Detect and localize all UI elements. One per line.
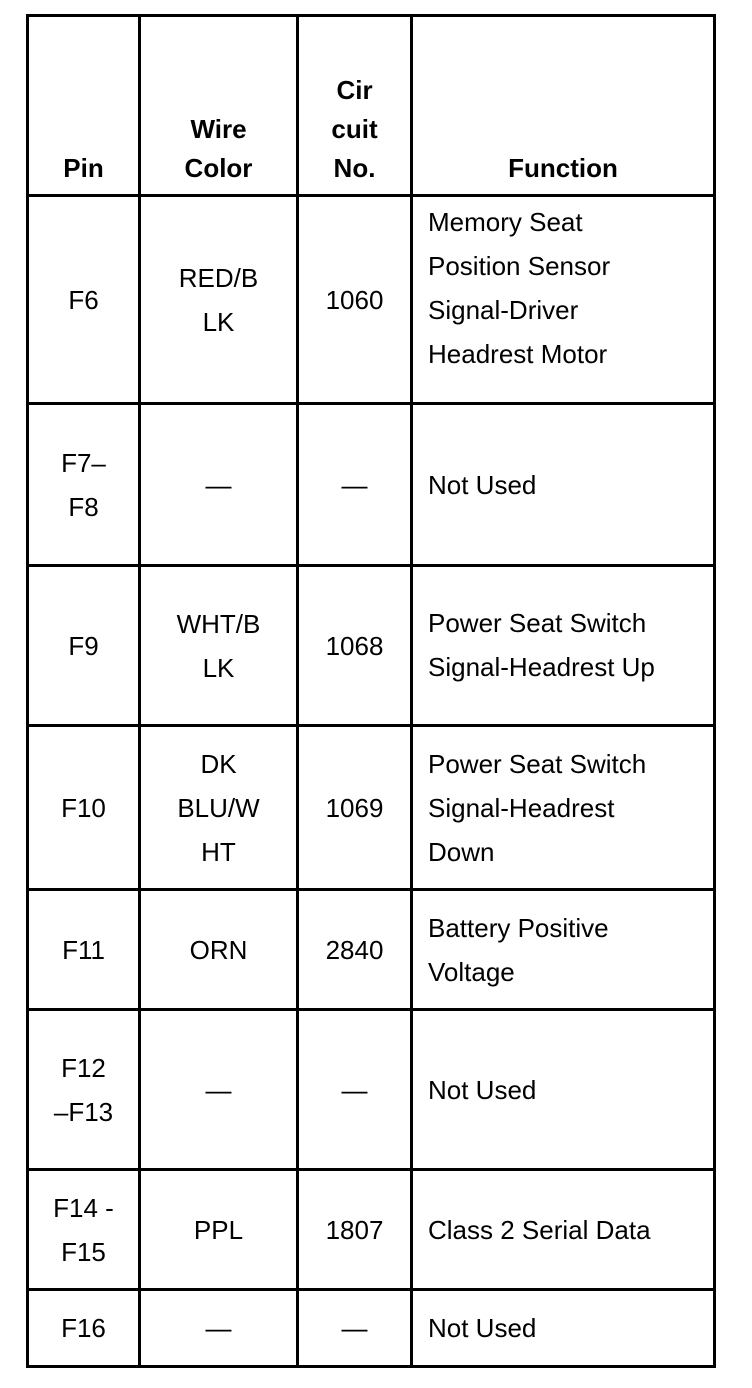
circuit-no-cell: —	[298, 1010, 412, 1170]
table-row	[28, 890, 715, 1010]
circuit-no-cell: 1807	[298, 1170, 412, 1290]
wire-color-cell: ORN	[140, 890, 298, 1010]
table-row	[28, 566, 715, 726]
function-cell: Not Used	[412, 1290, 715, 1367]
wire-color-cell: RED/B LK	[140, 196, 298, 404]
circuit-no-cell: —	[298, 1290, 412, 1367]
circuit-no-cell: 1060	[298, 196, 412, 404]
table-row	[28, 1010, 715, 1170]
pin-cell: F9	[28, 566, 140, 726]
table-row	[28, 404, 715, 566]
function-cell: Not Used	[412, 1010, 715, 1170]
circuit-no-cell: 1069	[298, 726, 412, 890]
wire-color-cell: PPL	[140, 1170, 298, 1290]
function-cell: Battery Positive Voltage	[412, 890, 715, 1010]
pin-cell: F11	[28, 890, 140, 1010]
circuit-no-cell: —	[298, 404, 412, 566]
function-cell: Not Used	[412, 404, 715, 566]
wire-color-cell: —	[140, 404, 298, 566]
connector-pinout-table	[26, 14, 716, 1368]
pin-cell: F7– F8	[28, 404, 140, 566]
pin-cell: F14 - F15	[28, 1170, 140, 1290]
function-cell: Power Seat Switch Signal-Headrest Down	[412, 726, 715, 890]
function-cell: Memory Seat Position Sensor Signal-Driver Headrest Motor	[412, 196, 715, 404]
circuit-no-cell: 1068	[298, 566, 412, 726]
wire-color-cell: WHT/B LK	[140, 566, 298, 726]
header-function: Function	[412, 16, 715, 196]
header-pin: Pin	[28, 16, 140, 196]
table-row	[28, 1170, 715, 1290]
pin-cell: F10	[28, 726, 140, 890]
wire-color-cell: —	[140, 1290, 298, 1367]
header-row	[28, 16, 715, 196]
header-wire-color: Wire Color	[140, 16, 298, 196]
pin-cell: F16	[28, 1290, 140, 1367]
table-row	[28, 1290, 715, 1367]
table-row	[28, 726, 715, 890]
header-circuit-no: Cir cuit No.	[298, 16, 412, 196]
function-cell: Power Seat Switch Signal-Headrest Up	[412, 566, 715, 726]
circuit-no-cell: 2840	[298, 890, 412, 1010]
wire-color-cell: —	[140, 1010, 298, 1170]
table-row	[28, 196, 715, 404]
pin-cell: F12 –F13	[28, 1010, 140, 1170]
function-cell: Class 2 Serial Data	[412, 1170, 715, 1290]
pin-cell: F6	[28, 196, 140, 404]
wire-color-cell: DK BLU/W HT	[140, 726, 298, 890]
